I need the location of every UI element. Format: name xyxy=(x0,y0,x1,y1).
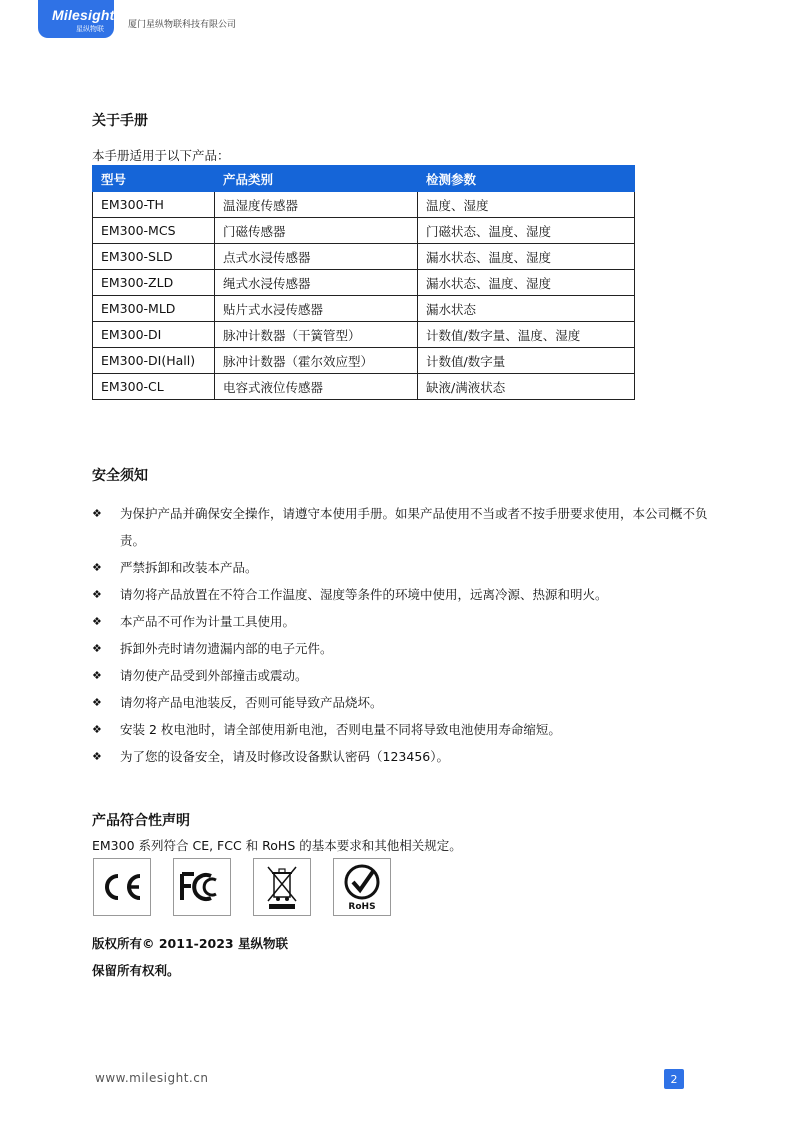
list-item xyxy=(92,581,712,608)
cell-model: EM300-CL xyxy=(93,374,215,400)
table-row xyxy=(93,322,635,348)
compliance-text: EM300 系列符合 CE, FCC 和 RoHS 的基本要求和其他相关规定。 xyxy=(92,838,462,853)
diamond-bullet-icon: ❖ xyxy=(92,642,102,655)
cell-category: 绳式水浸传感器 xyxy=(215,270,418,296)
cell-params: 门磁状态、温度、湿度 xyxy=(418,218,635,244)
safety-text: 拆卸外壳时请勿遗漏内部的电子元件。 xyxy=(120,641,333,656)
column-header-params: 检测参数 xyxy=(418,166,635,192)
cell-category: 温湿度传感器 xyxy=(215,192,418,218)
list-item xyxy=(92,500,712,554)
rights-reserved-text: 保留所有权利。 xyxy=(92,963,180,978)
safety-heading: 安全须知 xyxy=(92,468,148,484)
diamond-bullet-icon: ❖ xyxy=(92,696,102,709)
safety-text: 本产品不可作为计量工具使用。 xyxy=(120,614,296,629)
cell-params: 温度、湿度 xyxy=(418,192,635,218)
diamond-bullet-icon: ❖ xyxy=(92,723,102,736)
table-row xyxy=(93,192,635,218)
list-item xyxy=(92,662,712,689)
list-item xyxy=(92,635,712,662)
list-item xyxy=(92,608,712,635)
cell-params: 漏水状态、温度、湿度 xyxy=(418,244,635,270)
diamond-bullet-icon: ❖ xyxy=(92,669,102,682)
list-item xyxy=(92,689,712,716)
product-table xyxy=(92,165,635,400)
cell-model: EM300-MCS xyxy=(93,218,215,244)
ce-mark-icon xyxy=(93,858,151,916)
cell-model: EM300-MLD xyxy=(93,296,215,322)
cell-category: 点式水浸传感器 xyxy=(215,244,418,270)
safety-text: 请勿将产品放置在不符合工作温度、湿度等条件的环境中使用，远离冷源、热源和明火。 xyxy=(120,587,608,602)
fcc-mark-icon xyxy=(173,858,231,916)
table-row xyxy=(93,296,635,322)
copyright-text: 版权所有© 2011-2023 星纵物联 xyxy=(92,936,288,951)
safety-text: 为了您的设备安全，请及时修改设备默认密码（123456）。 xyxy=(120,749,449,764)
cell-category: 脉冲计数器（霍尔效应型） xyxy=(215,348,418,374)
cell-model: EM300-TH xyxy=(93,192,215,218)
cell-model: EM300-DI(Hall) xyxy=(93,348,215,374)
diamond-bullet-icon: ❖ xyxy=(92,615,102,628)
list-item xyxy=(92,554,712,581)
table-row xyxy=(93,244,635,270)
column-header-category: 产品类别 xyxy=(215,166,418,192)
about-intro: 本手册适用于以下产品： xyxy=(92,148,230,163)
table-row xyxy=(93,374,635,400)
table-header-row xyxy=(93,166,635,192)
safety-list xyxy=(92,500,712,770)
cell-params: 漏水状态、温度、湿度 xyxy=(418,270,635,296)
logo-text: Milesight xyxy=(52,7,115,23)
cell-category: 贴片式水浸传感器 xyxy=(215,296,418,322)
cell-category: 门磁传感器 xyxy=(215,218,418,244)
cell-category: 脉冲计数器（干簧管型） xyxy=(215,322,418,348)
table-row xyxy=(93,348,635,374)
about-heading: 关于手册 xyxy=(92,113,148,129)
table-row xyxy=(93,218,635,244)
compliance-heading: 产品符合性声明 xyxy=(92,813,190,829)
safety-text: 严禁拆卸和改装本产品。 xyxy=(120,560,258,575)
diamond-bullet-icon: ❖ xyxy=(92,588,102,601)
diamond-bullet-icon: ❖ xyxy=(92,750,102,763)
list-item xyxy=(92,743,712,770)
column-header-model: 型号 xyxy=(93,166,215,192)
cell-params: 缺液/满液状态 xyxy=(418,374,635,400)
footer-website-link[interactable]: www.milesight.cn xyxy=(95,1071,209,1085)
cell-params: 漏水状态 xyxy=(418,296,635,322)
rohs-label: RoHS xyxy=(348,902,376,912)
certification-logos xyxy=(93,858,413,916)
cell-model: EM300-ZLD xyxy=(93,270,215,296)
table-row xyxy=(93,270,635,296)
brand-logo xyxy=(38,0,114,38)
cell-params: 计数值/数字量 xyxy=(418,348,635,374)
safety-text: 为保护产品并确保安全操作，请遵守本使用手册。如果产品使用不当或者不按手册要求使用，本公司概不负责。 xyxy=(120,506,708,548)
page-number: 2 xyxy=(664,1069,684,1089)
cell-model: EM300-SLD xyxy=(93,244,215,270)
logo-subtitle: 星纵物联 xyxy=(76,25,104,33)
safety-text: 请勿将产品电池装反，否则可能导致产品烧坏。 xyxy=(120,695,383,710)
rohs-mark-icon xyxy=(333,858,391,916)
safety-text: 请勿使产品受到外部撞击或震动。 xyxy=(120,668,308,683)
safety-text: 安装 2 枚电池时，请全部使用新电池，否则电量不同将导致电池使用寿命缩短。 xyxy=(120,722,561,737)
weee-bin-icon xyxy=(253,858,311,916)
cell-params: 计数值/数字量、温度、湿度 xyxy=(418,322,635,348)
cell-category: 电容式液位传感器 xyxy=(215,374,418,400)
company-name: 厦门星纵物联科技有限公司 xyxy=(128,20,237,30)
cell-model: EM300-DI xyxy=(93,322,215,348)
list-item xyxy=(92,716,712,743)
diamond-bullet-icon: ❖ xyxy=(92,561,102,574)
diamond-bullet-icon: ❖ xyxy=(92,507,102,520)
